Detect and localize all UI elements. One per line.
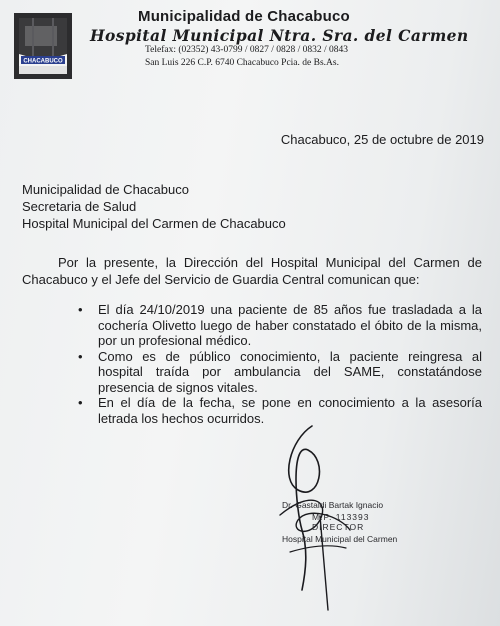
municipality-name: Municipalidad de Chacabuco bbox=[138, 8, 350, 25]
list-item bbox=[78, 349, 482, 396]
bullet-icon: • bbox=[78, 395, 83, 410]
list-item-text: El día 24/10/2019 una paciente de 85 años fue trasladada a la cochería Olivetto luego de haber constatado el óbito de la misma, por un profesional médico. bbox=[98, 302, 482, 348]
addressee-line: Municipalidad de Chacabuco bbox=[22, 182, 189, 197]
addressee-line: Secretaria de Salud bbox=[22, 199, 137, 214]
letter-date: Chacabuco, 25 de octubre de 2019 bbox=[280, 132, 484, 147]
list-item-text: En el día de la fecha, se pone en conocimiento a la asesoría letrada los hechos ocurridos. bbox=[98, 395, 482, 426]
list-item-text: Como es de público conocimiento, la paciente reingresa al hospital traída por ambulancia del SAME, constatándose presencia de signos vitales. bbox=[98, 348, 482, 395]
addressee-block bbox=[22, 181, 286, 232]
logo-text: CHACABUCO bbox=[23, 58, 63, 65]
stamp-hospital: Hospital Municipal del Carmen bbox=[282, 534, 398, 544]
telefax-line: Telefax: (02352) 43-0799 / 0827 / 0828 / 0832 / 0843 bbox=[145, 45, 349, 55]
hospital-name: Hospital Municipal Ntra. Sra. del Carmen bbox=[90, 26, 469, 45]
intro-paragraph: Por la presente, la Dirección del Hospital Municipal del Carmen de Chacabuco y el Jefe del Servicio de Guardia Central comunican que: bbox=[22, 255, 482, 287]
municipal-shield-logo bbox=[13, 12, 73, 80]
stamp-title: DIRECTOR bbox=[312, 522, 365, 532]
stamp-license: M.P. 113393 bbox=[312, 512, 370, 522]
addressee-line: Hospital Municipal del Carmen de Chacabuco bbox=[22, 216, 286, 231]
bullet-icon: • bbox=[78, 302, 83, 317]
list-item bbox=[78, 302, 482, 349]
address-line: San Luis 226 C.P. 6740 Chacabuco Pcia. de Bs.As. bbox=[145, 58, 339, 68]
bullet-list bbox=[78, 302, 482, 426]
bullet-icon: • bbox=[78, 348, 83, 364]
stamp-name: Dr. Gastaldi Bartak Ignacio bbox=[282, 500, 384, 510]
